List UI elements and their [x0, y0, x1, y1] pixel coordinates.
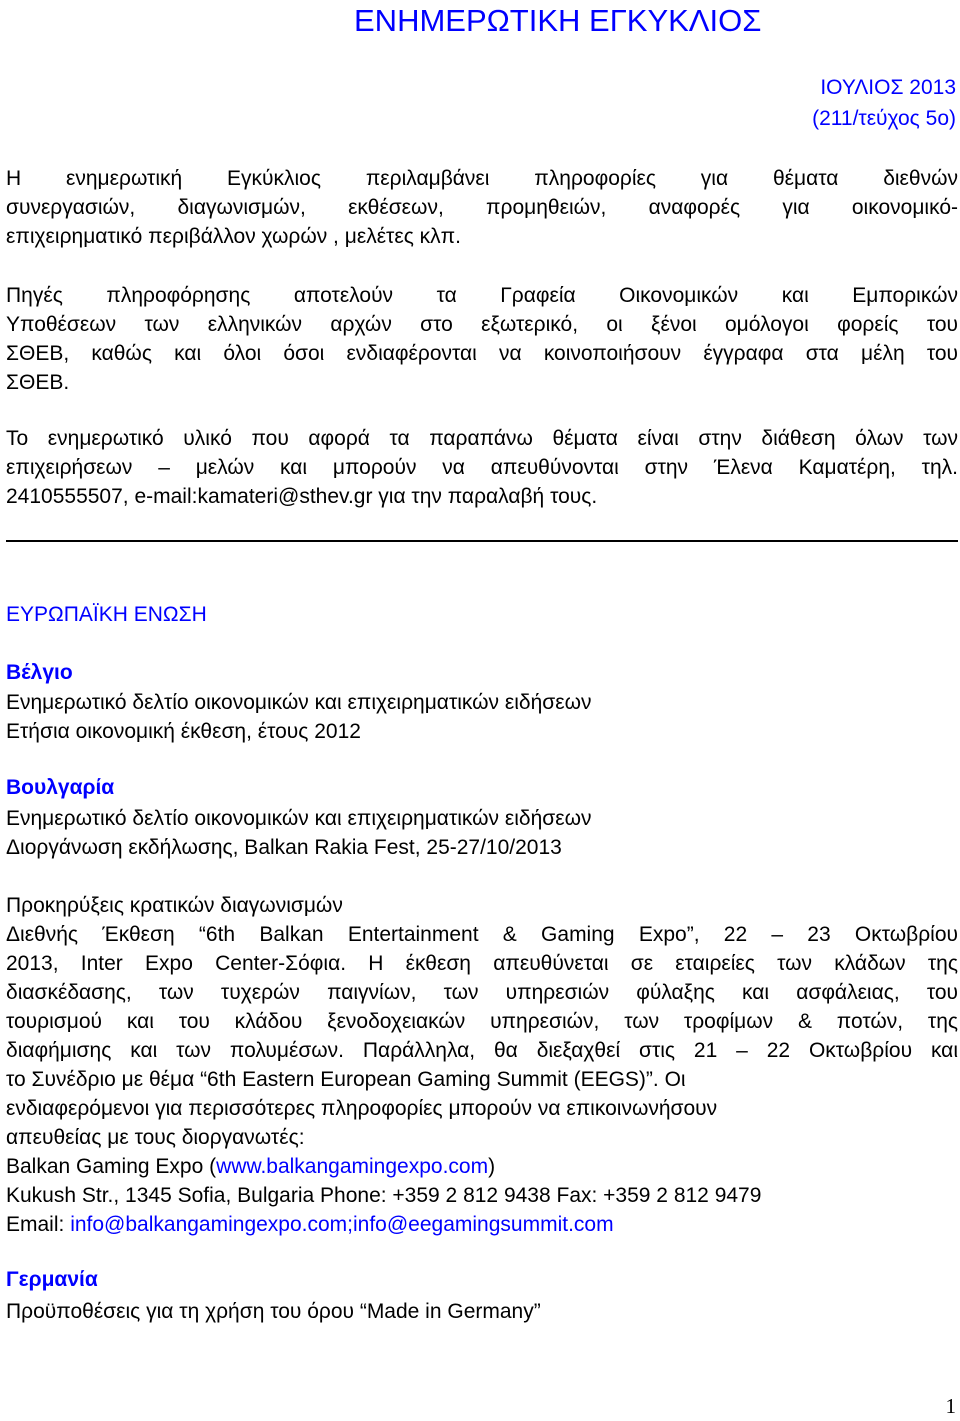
contact-name: Balkan Gaming Expo (: [6, 1155, 217, 1178]
text-line: ΣΘΕΒ.: [6, 371, 70, 394]
text-line: Υποθέσεων των ελληνικών αρχών στο εξωτερικό, οι ξένοι ομόλογοι φορείς του: [6, 313, 958, 336]
contact-close-paren: ): [488, 1155, 496, 1178]
horizontal-divider: [6, 540, 958, 542]
text-line: το Συνέδριο με θέμα “6th Eastern European Gaming Summit (EEGS)”. Οι: [6, 1068, 686, 1091]
text-line: διασκέδασης, των τυχερών παιγνίων, των υπηρεσιών φύλαξης και ασφάλειας, του: [6, 981, 958, 1004]
text-line: Η ενημερωτική Εγκύκλιος περιλαμβάνει πληροφορίες για θέματα διεθνών: [6, 167, 958, 190]
section-title-eu: ΕΥΡΩΠΑΪΚΗ ΕΝΩΣΗ: [6, 603, 207, 626]
text-line: Διεθνής Έκθεση “6th Balkan Entertainment & Gaming Expo”, 22 – 23 Οκτωβρίου: [6, 923, 958, 946]
text-line: απευθείας με τους διοργανωτές:: [6, 1126, 305, 1149]
text-line: 2013, Inter Expo Center-Σόφια. Η έκθεση απευθύνεται σε εταιρείες των κλάδων της: [6, 952, 958, 975]
bulgaria-item-tenders[interactable]: Προκηρύξεις κρατικών διαγωνισμών: [6, 894, 343, 917]
text-line: τουρισμού και του κλάδου ξενοδοχειακών υπηρεσιών, των τροφίμων & ποτών, της: [6, 1010, 958, 1033]
text-line: 2410555507, e-mail:kamateri@sthev.gr για την παραλαβή τους.: [6, 485, 598, 508]
text-line: ενδιαφερόμενοι για περισσότερες πληροφορίες μπορούν να επικοινωνήσουν: [6, 1097, 718, 1120]
contact-address: Kukush Str., 1345 Sofia, Bulgaria Phone: +359 2 812 9438 Fax: +359 2 812 9479: [6, 1184, 762, 1207]
country-heading-bulgaria: Βουλγαρία: [6, 776, 115, 799]
belgium-item-annual-report[interactable]: Ετήσια οικονομική έκθεση, έτους 2012: [6, 720, 361, 743]
contact-website-link[interactable]: www.balkangamingexpo.com: [216, 1155, 489, 1178]
bulgaria-item-rakia-fest[interactable]: Διοργάνωση εκδήλωσης, Balkan Rakia Fest, 25-27/10/2013: [6, 836, 562, 859]
contact-email-link[interactable]: info@balkangamingexpo.com;info@eegamingsummit.com: [70, 1213, 614, 1236]
country-heading-belgium: Βέλγιο: [6, 661, 73, 684]
text-line: διαφήμισης και των πολυμέσων. Παράλληλα, θα διεξαχθεί στις 21 – 22 Οκτωβρίου και: [6, 1039, 958, 1062]
text-line: Το ενημερωτικό υλικό που αφορά τα παραπάνω θέματα είναι στην διάθεση όλων των: [6, 427, 958, 450]
contact-name-line: [6, 1152, 958, 1181]
text-line: επιχειρηματικό περιβάλλον χωρών , μελέτες κλπ.: [6, 225, 461, 248]
issue-date: ΙΟΥΛΙΟΣ 2013: [820, 76, 956, 99]
intro-paragraph-3: [6, 424, 958, 511]
intro-paragraph-2: [6, 281, 958, 397]
page-title: ΕΝΗΜΕΡΩΤΙΚΗ ΕΓΚΥΚΛΙΟΣ: [354, 3, 762, 38]
text-line: επιχειρήσεων – μελών και μπορούν να απευθύνονται στην Έλενα Καματέρη, τηλ.: [6, 456, 958, 479]
issue-info: [812, 72, 956, 134]
country-heading-germany: Γερμανία: [6, 1268, 98, 1291]
issue-number: (211/τεύχος 5ο): [812, 107, 956, 130]
belgium-item-newsletter[interactable]: Ενημερωτικό δελτίο οικονομικών και επιχειρηματικών ειδήσεων: [6, 691, 592, 714]
text-line: ΣΘΕΒ, καθώς και όλοι όσοι ενδιαφέρονται να κοινοποιήσουν έγγραφα στα μέλη του: [6, 342, 958, 365]
bulgaria-item-newsletter[interactable]: Ενημερωτικό δελτίο οικονομικών και επιχειρηματικών ειδήσεων: [6, 807, 592, 830]
intro-paragraph-1: [6, 164, 958, 251]
bulgaria-expo-paragraph: [6, 920, 958, 1239]
page-number: 1: [945, 1394, 956, 1418]
contact-email-label: Email:: [6, 1213, 71, 1236]
text-line: συνεργασιών, διαγωνισμών, εκθέσεων, προμηθειών, αναφορές για οικονομικό-: [6, 196, 958, 219]
contact-email-line: [6, 1210, 958, 1239]
germany-item-made-in-germany[interactable]: Προϋποθέσεις για τη χρήση του όρου “Made in Germany”: [6, 1300, 541, 1323]
text-line: Πηγές πληροφόρησης αποτελούν τα Γραφεία Οικονομικών και Εμπορικών: [6, 284, 958, 307]
